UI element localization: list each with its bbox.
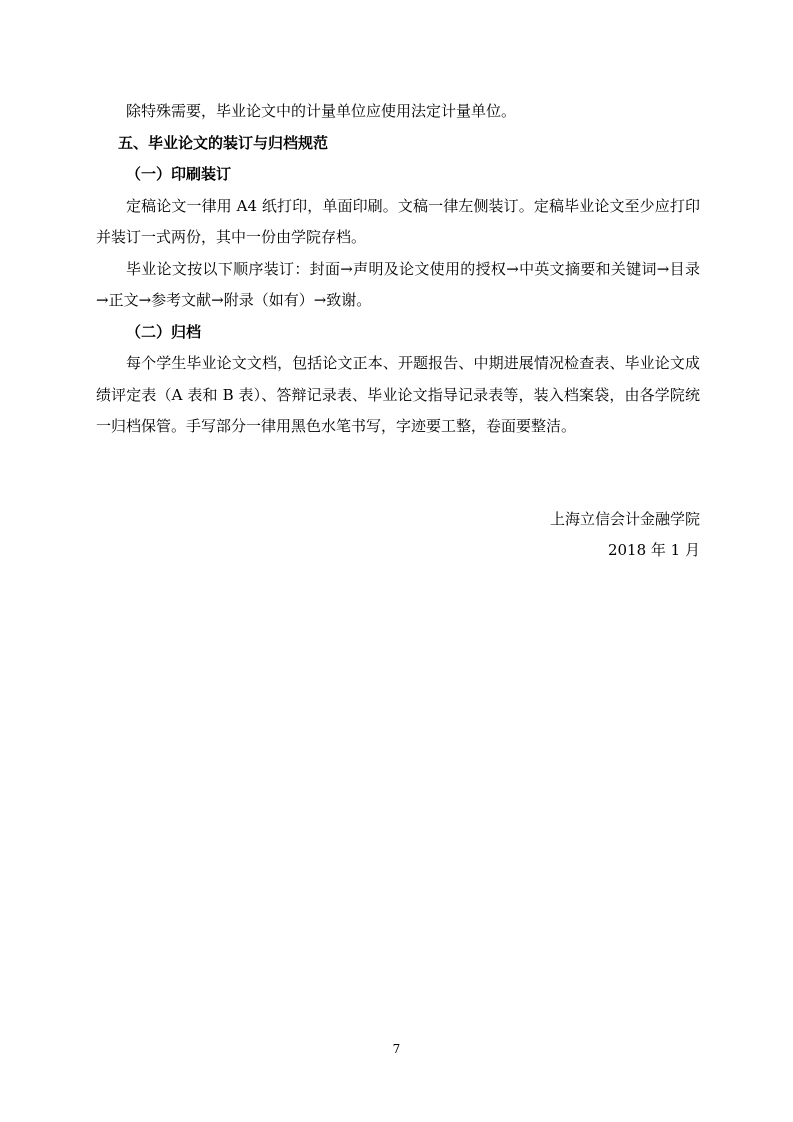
paragraph-archiving-rules: 每个学生毕业论文文档，包括论文正本、开题报告、中期进展情况检查表、毕业论文成绩评定表（A 表和 B 表）、答辩记录表、毕业论文指导记录表等，装入档案袋，由各学院统一归档保管。手写部分一律用黑色水笔书写，字迹要工整，卷面要整洁。 [96,354,700,435]
subsection-heading-archiving: （二）归档 [126,322,202,341]
paragraph-binding-order: 毕业论文按以下顺序装订：封面→声明及论文使用的授权→中英文摘要和关键词→目录→正文→参考文献→附录（如有）→致谢。 [96,259,700,309]
section-heading-binding-archiving: 五、毕业论文的装订与归档规范 [118,133,329,152]
subsection-heading-printing-binding: （一）印刷装订 [126,165,232,183]
signature-date: 2018 年 1 月 [607,541,700,559]
paragraph-printing-rules: 定稿论文一律用 A4 纸打印，单面印刷。文稿一律左侧装订。定稿毕业论文至少应打印并装订一式两份，其中一份由学院存档。 [96,196,700,246]
page-number: 7 [392,1042,401,1056]
signature-block [550,504,700,566]
paragraph-measurement-units: 除特殊需要，毕业论文中的计量单位应使用法定计量单位。 [126,102,517,120]
document-body [96,96,700,443]
signature-institution: 上海立信会计金融学院 [549,510,700,528]
